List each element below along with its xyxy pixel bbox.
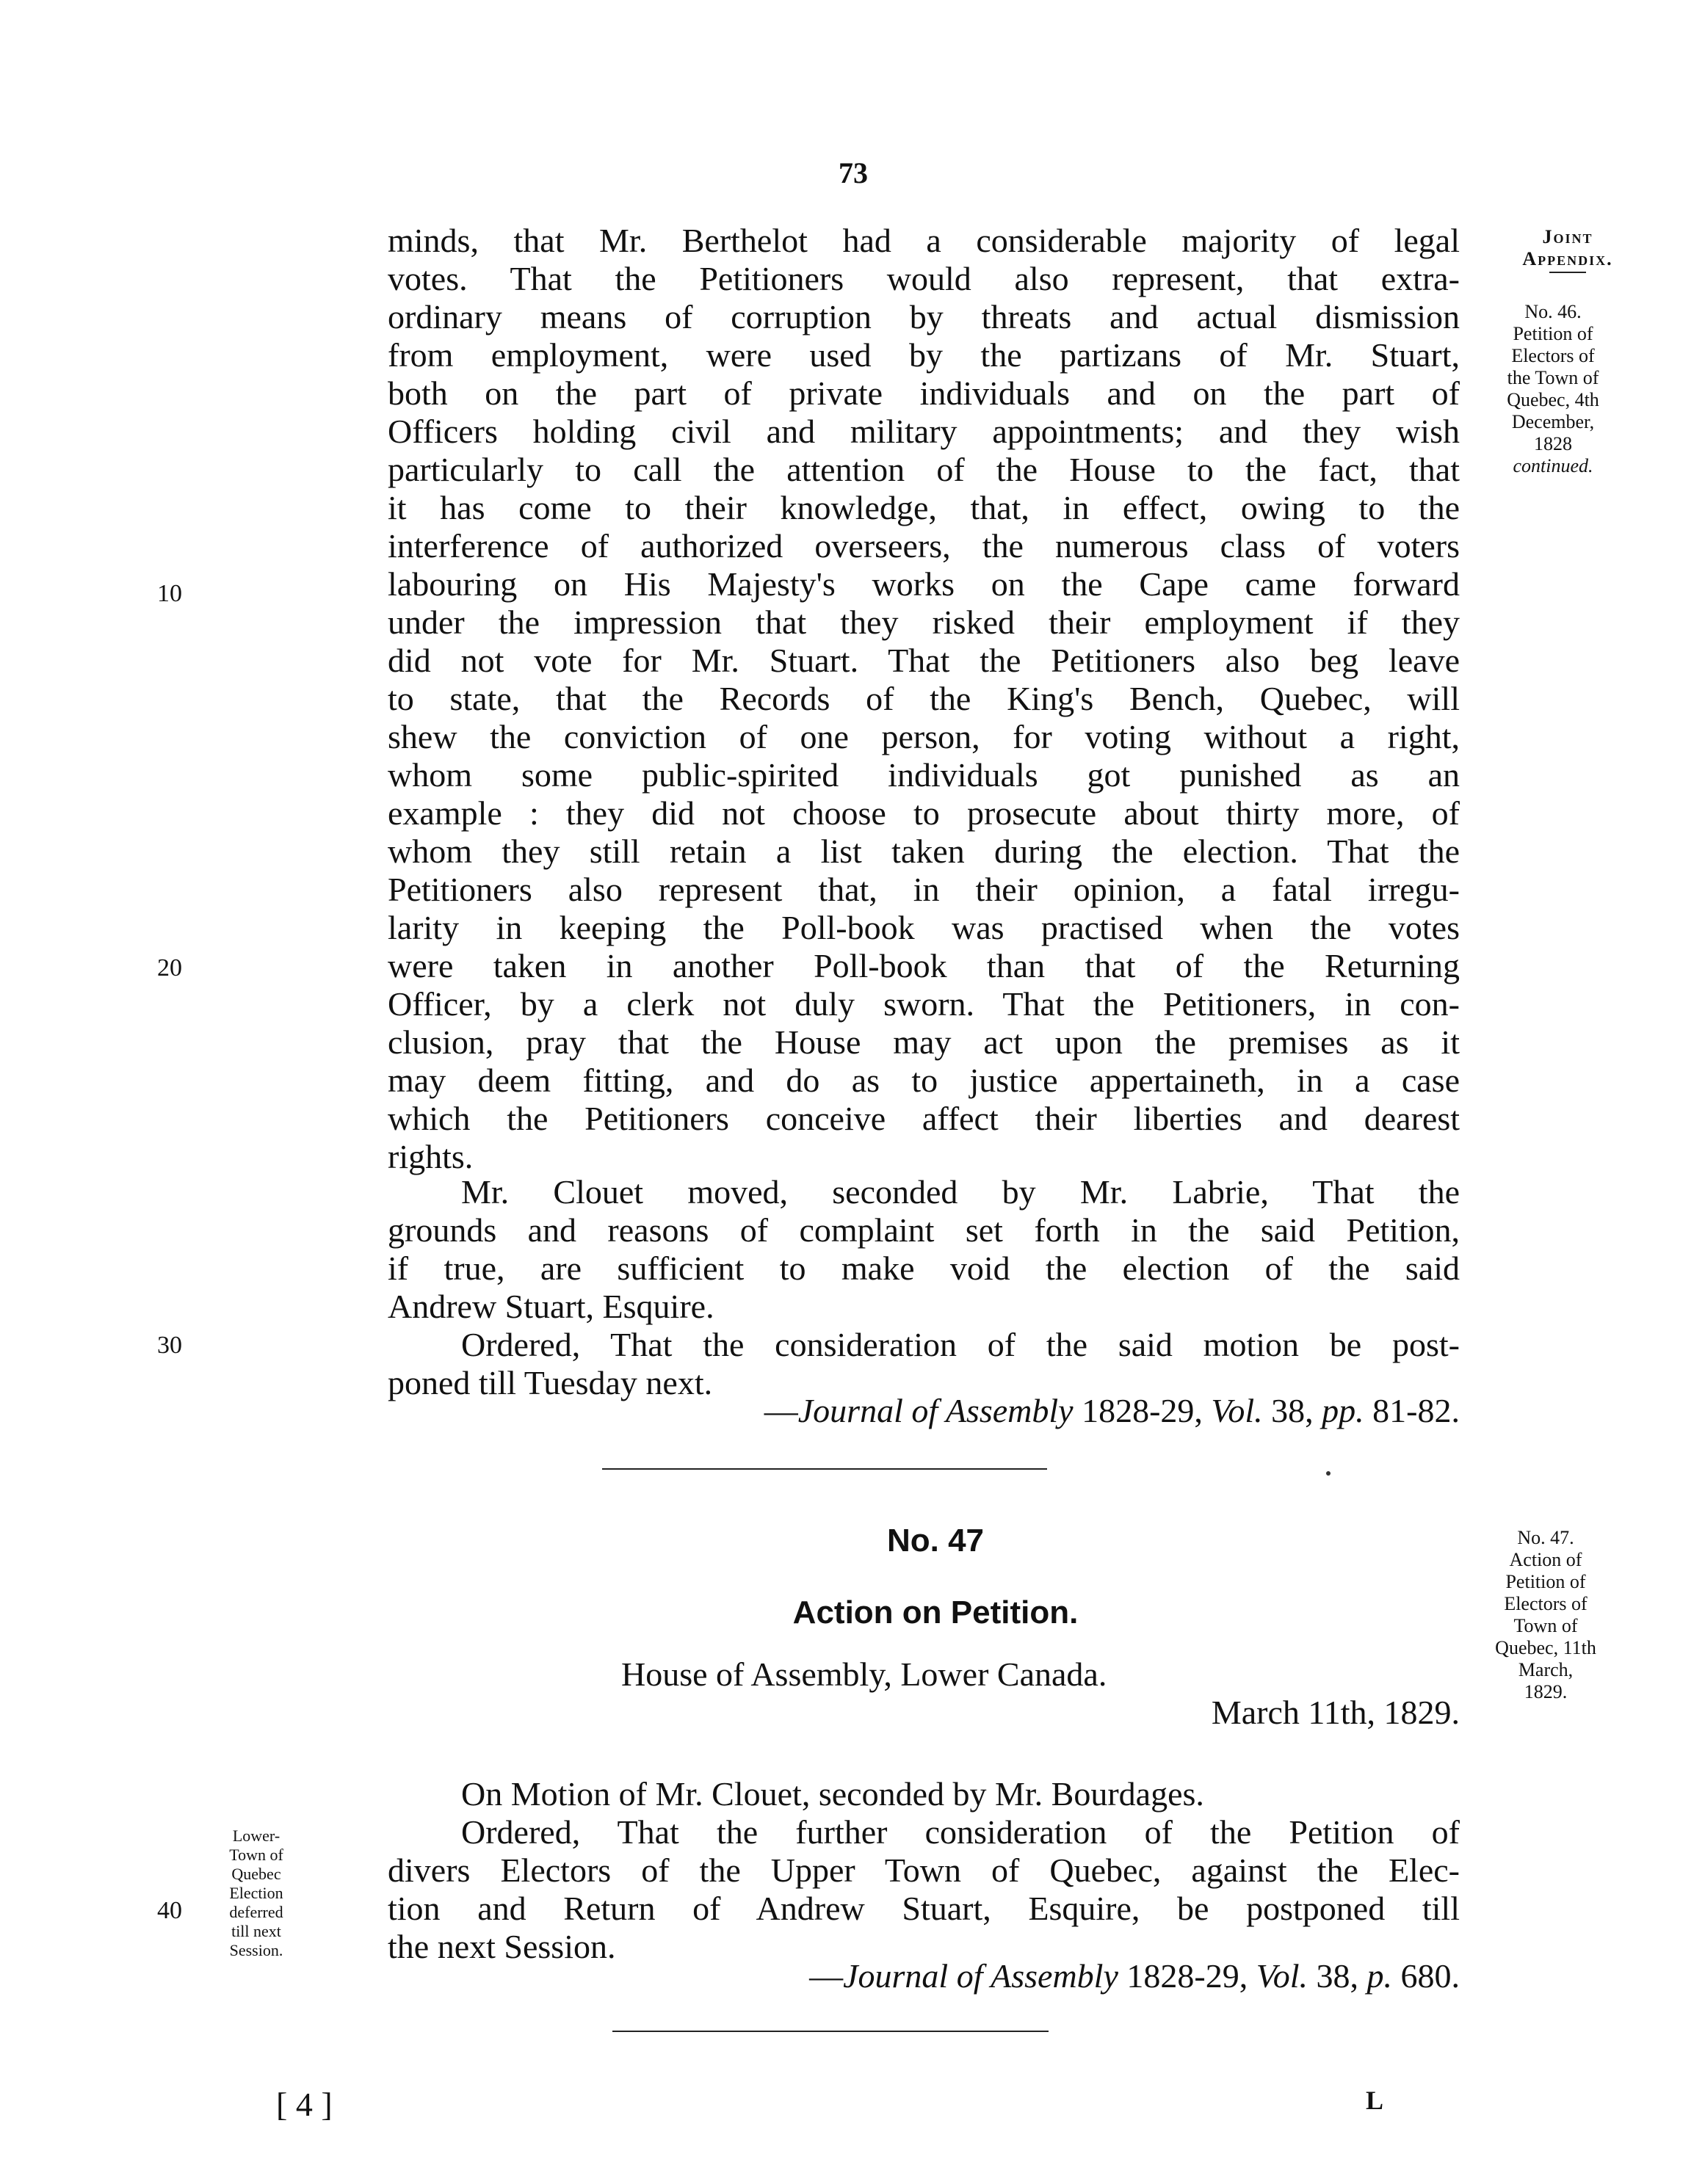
place-line: House of Assembly, Lower Canada. — [621, 1655, 1107, 1693]
note-line: Town of — [1513, 1615, 1578, 1636]
citation — [809, 1957, 1460, 1995]
line-number: 30 — [157, 1332, 182, 1359]
body-line: labouring on His Majesty's works on the Cape came forward — [388, 565, 1460, 603]
note-line: No. 46. — [1524, 301, 1582, 322]
note-line: No. 47. — [1517, 1527, 1574, 1548]
joint-label: Joint — [1542, 226, 1593, 247]
note-line: Lower- — [232, 1826, 280, 1845]
body-line: example : they did not choose to prosecute about thirty more, of — [388, 794, 1460, 832]
note-line: Quebec, 4th — [1507, 389, 1599, 410]
body-line: Officers holding civil and military appointments; and they wish — [388, 413, 1460, 450]
body-line: On Motion of Mr. Clouet, seconded by Mr. Bourdages. — [461, 1775, 1204, 1813]
body-line: shew the conviction of one person, for voting without a right, — [388, 718, 1460, 755]
section-end-divider — [612, 2031, 1049, 2032]
body-line: from employment, were used by the partizans of Mr. Stuart, — [388, 336, 1460, 374]
body-line: the next Session. — [388, 1928, 616, 1965]
note-line: Electors of — [1511, 345, 1595, 366]
body-line: did not vote for Mr. Stuart. That the Petitioners also beg leave — [388, 642, 1460, 679]
body-line: rights. — [388, 1138, 474, 1175]
body-line: both on the part of private individuals and on the part of — [388, 374, 1460, 412]
margin-note-joint-appendix — [1498, 226, 1637, 275]
citation-years: 1828-29, — [1082, 1392, 1203, 1429]
note-line: Session. — [229, 1941, 283, 1959]
note-line: Election — [229, 1884, 283, 1902]
section-number: No. 47 — [886, 1523, 985, 1559]
note-line: March, — [1518, 1659, 1574, 1680]
note-line: the Town of — [1507, 367, 1599, 388]
note-line: 1828 — [1534, 433, 1572, 454]
note-line: Quebec, 11th — [1495, 1637, 1596, 1658]
note-line: Action of — [1509, 1549, 1582, 1570]
note-line: Petition of — [1513, 323, 1593, 344]
continued-label: continued. — [1513, 455, 1593, 476]
body-line: Officer, by a clerk not duly sworn. That the Petitioners, in con- — [388, 985, 1460, 1023]
body-line: Mr. Clouet moved, seconded by Mr. Labrie, That the — [461, 1173, 1460, 1211]
citation-pages-label: p. — [1366, 1957, 1392, 1995]
body-line: were taken in another Poll-book than that of the Returning — [388, 947, 1460, 984]
margin-note-left — [209, 1826, 304, 1960]
body-line: whom they still retain a list taken during the election. That the — [388, 832, 1460, 870]
note-line: December, — [1511, 411, 1595, 432]
citation-prefix: — — [809, 1957, 844, 1995]
body-line: poned till Tuesday next. — [388, 1364, 713, 1401]
body-line: Petitioners also represent that, in their opinion, a fatal irregu- — [388, 871, 1460, 908]
body-line: under the impression that they risked their employment if they — [388, 603, 1460, 641]
body-line: larity in keeping the Poll-book was practised when the votes — [388, 909, 1460, 946]
body-line: to state, that the Records of the King's Bench, Quebec, will — [388, 680, 1460, 717]
body-line: ordinary means of corruption by threats and actual dismission — [388, 298, 1460, 335]
body-line: whom some public-spirited individuals got punished as an — [388, 756, 1460, 794]
body-line: Ordered, That the further consideration of the Petition of — [461, 1813, 1460, 1851]
body-line: which the Petitioners conceive affect their liberties and dearest — [388, 1100, 1460, 1137]
citation-journal: Journal of Assembly — [797, 1392, 1074, 1429]
note-line: Quebec — [231, 1865, 281, 1883]
citation — [764, 1392, 1460, 1430]
body-line: grounds and reasons of complaint set forth in the said Petition, — [388, 1211, 1460, 1249]
body-line: if true, are sufficient to make void the election of the said — [388, 1249, 1460, 1287]
page-number: 73 — [839, 156, 868, 189]
note-line: Electors of — [1504, 1593, 1588, 1614]
body-line: minds, that Mr. Berthelot had a considerable majority of legal — [388, 222, 1460, 259]
body-line: Ordered, That the consideration of the said motion be post- — [461, 1326, 1460, 1363]
body-line: tion and Return of Andrew Stuart, Esquire, be postponed till — [388, 1890, 1460, 1927]
dot-mark — [1326, 1471, 1331, 1476]
citation-vol-label: Vol. — [1211, 1392, 1263, 1429]
note-line — [1469, 455, 1637, 477]
appendix-label: Appendix. — [1522, 248, 1613, 269]
section-title: Action on Petition. — [792, 1595, 1079, 1630]
citation-pages: 81-82. — [1372, 1392, 1460, 1429]
body-line: Andrew Stuart, Esquire. — [388, 1288, 714, 1325]
citation-vol: 38, — [1316, 1957, 1358, 1995]
footer-letter: L — [1366, 2086, 1384, 2115]
body-line: may deem fitting, and do as to justice appertaineth, in a case — [388, 1062, 1460, 1099]
note-line: deferred — [229, 1903, 283, 1921]
citation-journal: Journal of Assembly — [843, 1957, 1118, 1995]
line-number: 10 — [157, 580, 182, 607]
margin-note-no47 — [1461, 1527, 1630, 1703]
citation-pages: 680. — [1400, 1957, 1460, 1995]
body-line: particularly to call the attention of the House to the fact, that — [388, 451, 1460, 488]
body-line: votes. That the Petitioners would also represent, that extra- — [388, 260, 1460, 297]
line-number: 20 — [157, 954, 182, 982]
note-line: 1829. — [1524, 1681, 1568, 1702]
citation-pages-label: pp. — [1322, 1392, 1364, 1429]
line-number: 40 — [157, 1897, 182, 1924]
note-line: Petition of — [1505, 1571, 1586, 1592]
signature-mark: [ 4 ] — [276, 2086, 333, 2123]
note-line: Town of — [229, 1846, 283, 1864]
note-dash — [1549, 272, 1586, 273]
section-divider — [602, 1468, 1047, 1470]
body-line: it has come to their knowledge, that, in effect, owing to the — [388, 489, 1460, 526]
margin-note-no46 — [1469, 301, 1637, 477]
citation-years: 1828-29, — [1126, 1957, 1248, 1995]
citation-vol: 38, — [1271, 1392, 1314, 1429]
note-line: till next — [231, 1922, 281, 1940]
citation-prefix: — — [764, 1392, 798, 1429]
body-line: interference of authorized overseers, the numerous class of voters — [388, 527, 1460, 565]
body-line: clusion, pray that the House may act upon the premises as it — [388, 1023, 1460, 1061]
date-line: March 11th, 1829. — [1211, 1694, 1460, 1731]
body-line: divers Electors of the Upper Town of Quebec, against the Elec- — [388, 1851, 1460, 1889]
citation-vol-label: Vol. — [1256, 1957, 1308, 1995]
